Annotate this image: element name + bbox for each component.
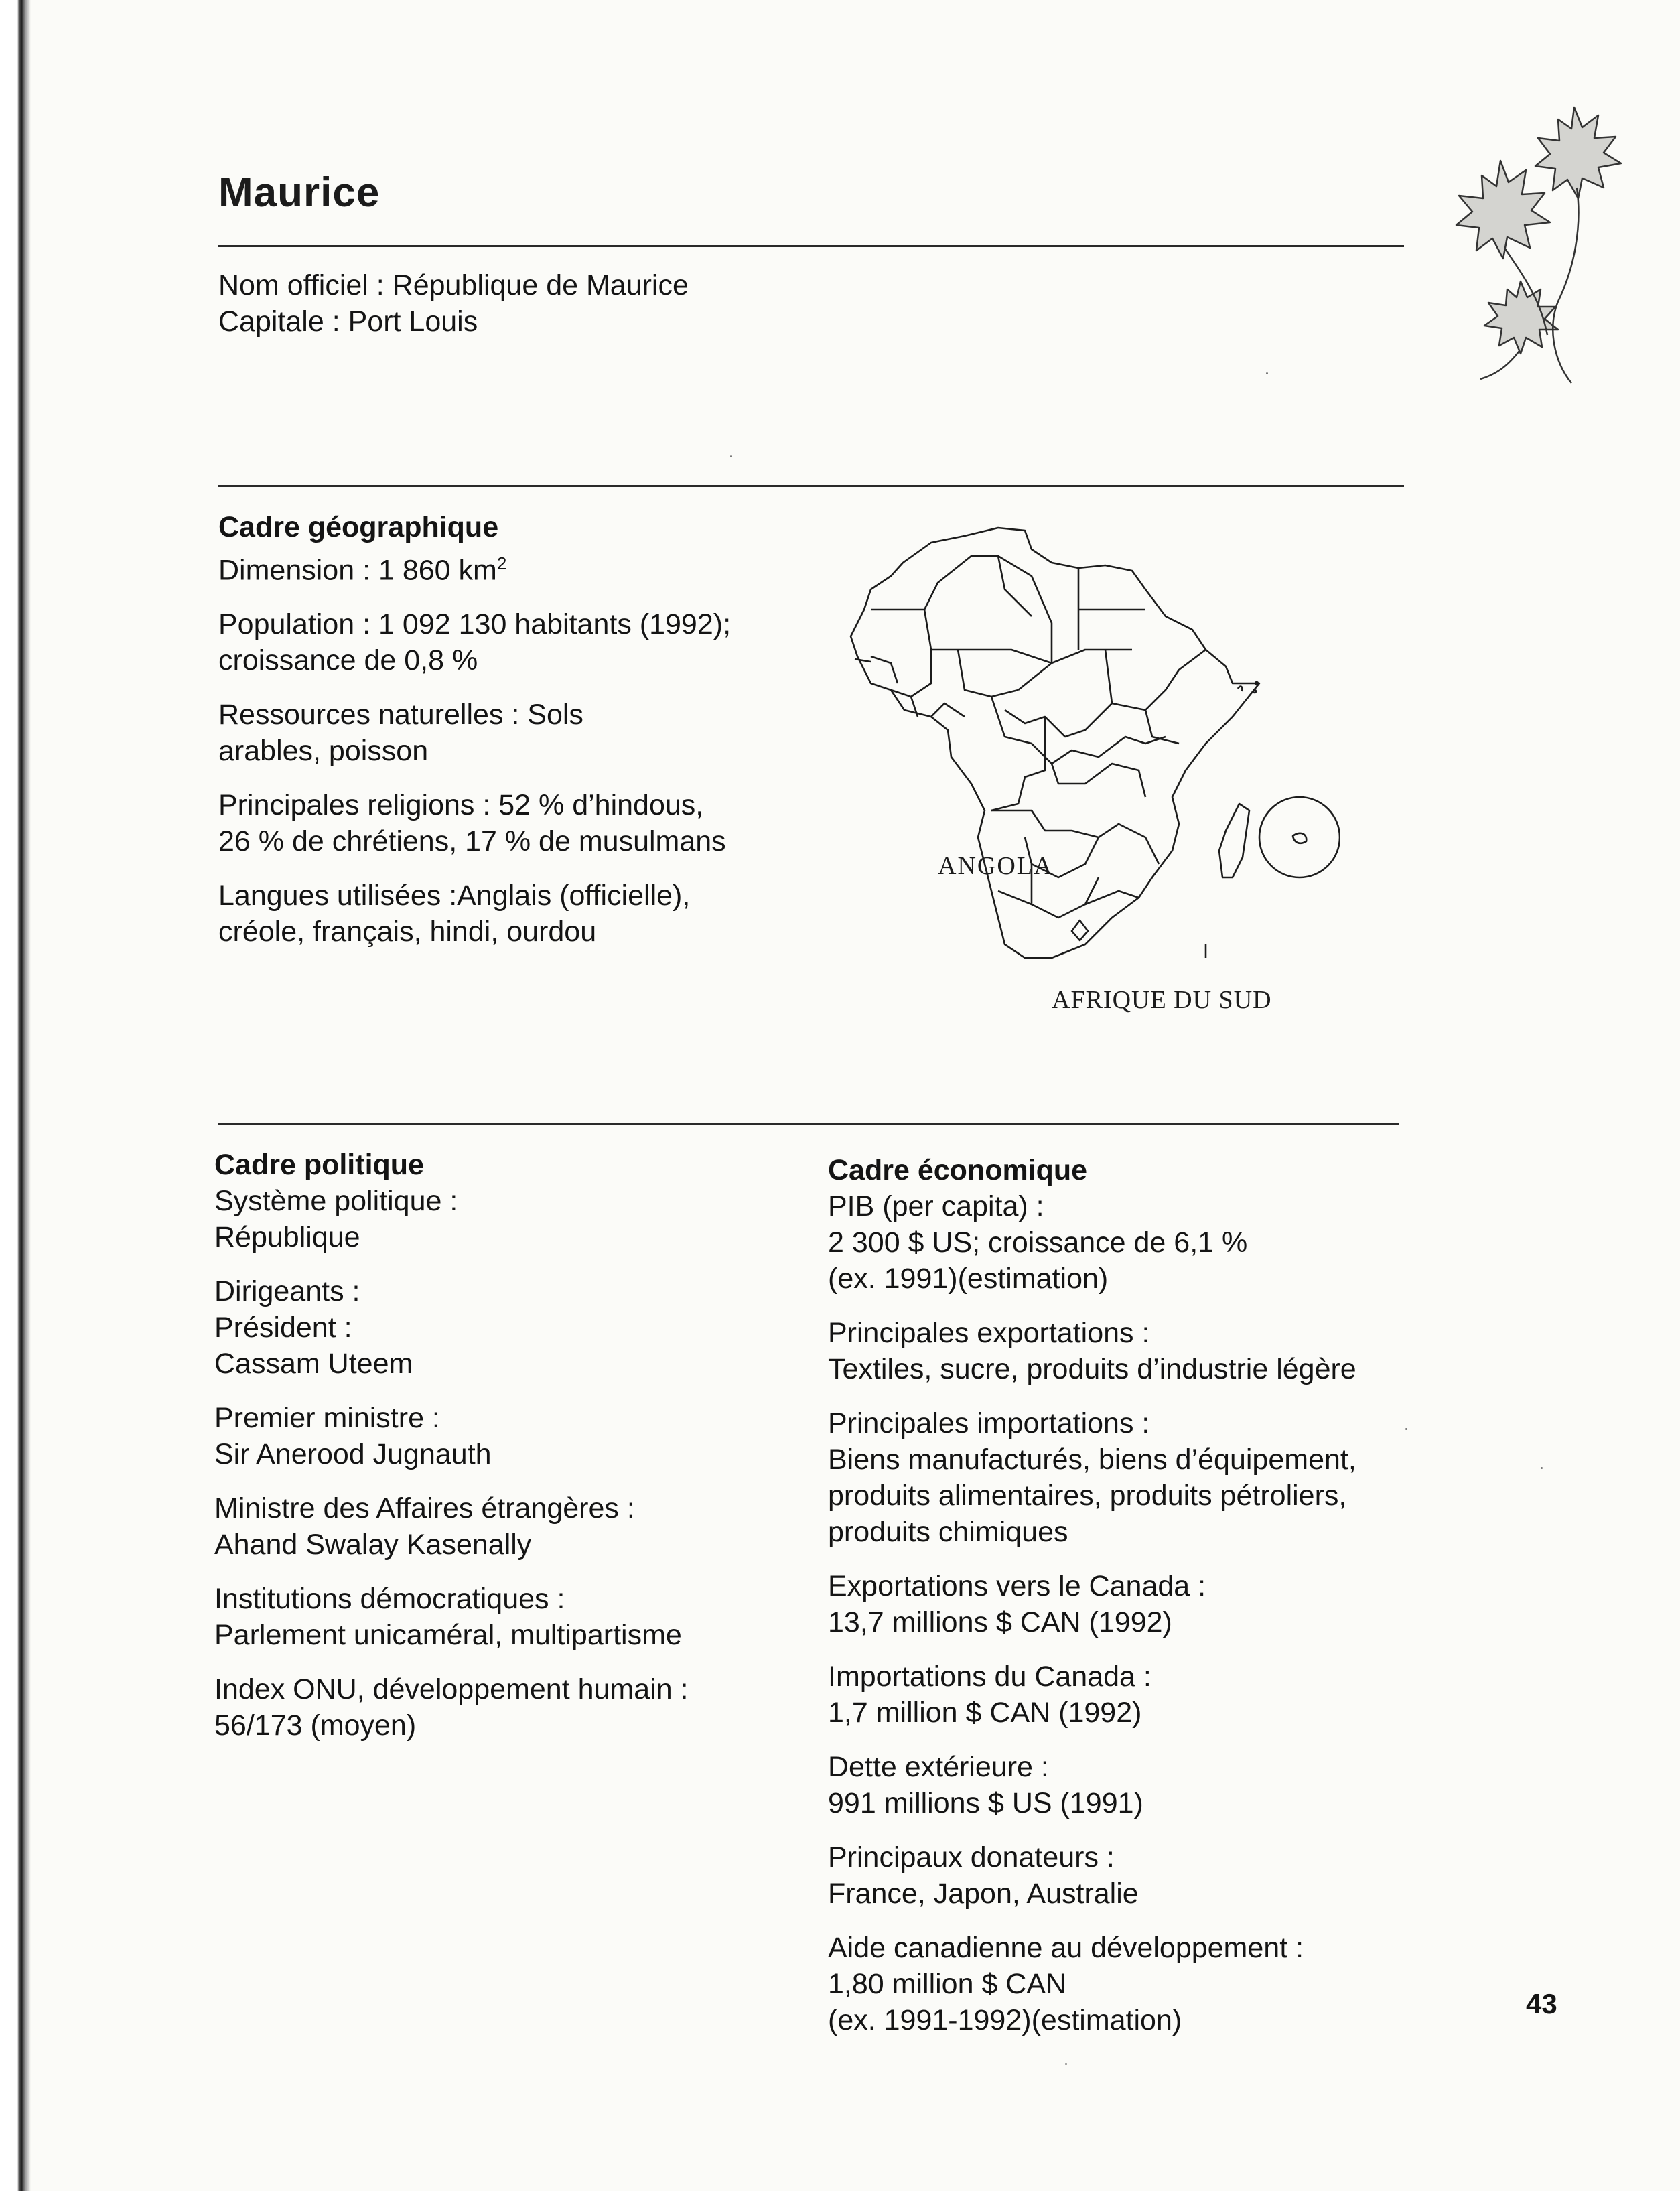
exports-field: Principales exportations : Textiles, sucre, produits d’industrie légère	[828, 1317, 1356, 1385]
dimension-superscript: 2	[496, 553, 507, 573]
external-debt-field: Dette extérieure : 991 millions $ US (1991)	[828, 1751, 1143, 1819]
geography-heading: Cadre géographique	[218, 511, 499, 543]
imports-field: Principales importations : Biens manufacturés, biens d’équipement, produits alimentaires, produits pétroliers, produits chimiques	[828, 1407, 1356, 1548]
donors-field: Principaux donateurs : France, Japon, Australie	[828, 1841, 1139, 1910]
economy-heading: Cadre économique	[828, 1154, 1088, 1186]
geography-section	[218, 509, 731, 968]
exports-to-canada-field: Exportations vers le Canada : 13,7 millions $ CAN (1992)	[828, 1570, 1206, 1638]
population-field: Population : 1 092 130 habitants (1992); croissance de 0,8 %	[218, 608, 731, 677]
map-label-angola: ANGOLA	[938, 852, 1054, 880]
mauritius-inset-circle	[1259, 797, 1340, 877]
official-name: Nom officiel : République de Maurice	[218, 269, 689, 301]
identity-block	[218, 267, 689, 340]
africa-outline	[851, 528, 1259, 958]
religions-field: Principales religions : 52 % d’hindous, 26 % de chrétiens, 17 % de musulmans	[218, 789, 726, 858]
scan-speck	[730, 455, 732, 457]
capital: Capitale : Port Louis	[218, 305, 478, 338]
gdp-field: PIB (per capita) : 2 300 $ US; croissance de 6,1 % (ex. 1991)(estimation)	[828, 1190, 1248, 1295]
undp-index-field: Index ONU, développement humain : 56/173 (moyen)	[214, 1673, 689, 1742]
institutions-field: Institutions démocratiques : Parlement unicaméral, multipartisme	[214, 1583, 682, 1651]
scan-speck	[1266, 372, 1268, 374]
economy-section	[828, 1152, 1356, 2056]
scan-speck	[1541, 1467, 1543, 1469]
political-system-field: Système politique : République	[214, 1185, 458, 1253]
section-divider-2	[218, 1123, 1399, 1125]
politics-section	[214, 1147, 689, 1762]
africa-map	[831, 516, 1340, 1032]
section-divider	[218, 485, 1404, 487]
scan-speck	[1405, 1428, 1407, 1430]
scan-binding-edge	[0, 0, 31, 2191]
dimension-field	[218, 545, 731, 588]
resources-field: Ressources naturelles : Sols arables, poisson	[218, 699, 583, 768]
leaders-field: Dirigeants : Président : Cassam Uteem	[214, 1275, 413, 1380]
imports-from-canada-field: Importations du Canada : 1,7 million $ CAN (1992)	[828, 1660, 1151, 1729]
maple-leaf-icon	[1440, 80, 1634, 388]
scan-speck	[1065, 2063, 1067, 2065]
dimension-value: Dimension : 1 860 km	[218, 554, 497, 587]
page-title: Maurice	[218, 169, 380, 216]
prime-minister-field: Premier ministre : Sir Anerood Jugnauth	[214, 1402, 492, 1470]
languages-field: Langues utilisées :Anglais (officielle), créole, français, hindi, ourdou	[218, 879, 691, 948]
page-number: 43	[1526, 1988, 1557, 2020]
foreign-minister-field: Ministre des Affaires étrangères : Ahand Swalay Kasenally	[214, 1492, 635, 1561]
politics-heading: Cadre politique	[214, 1149, 424, 1181]
map-label-south-africa: AFRIQUE DU SUD	[1052, 986, 1272, 1014]
title-divider	[218, 245, 1404, 247]
canadian-aid-field: Aide canadienne au développement : 1,80 million $ CAN (ex. 1991-1992)(estimation)	[828, 1932, 1304, 2036]
